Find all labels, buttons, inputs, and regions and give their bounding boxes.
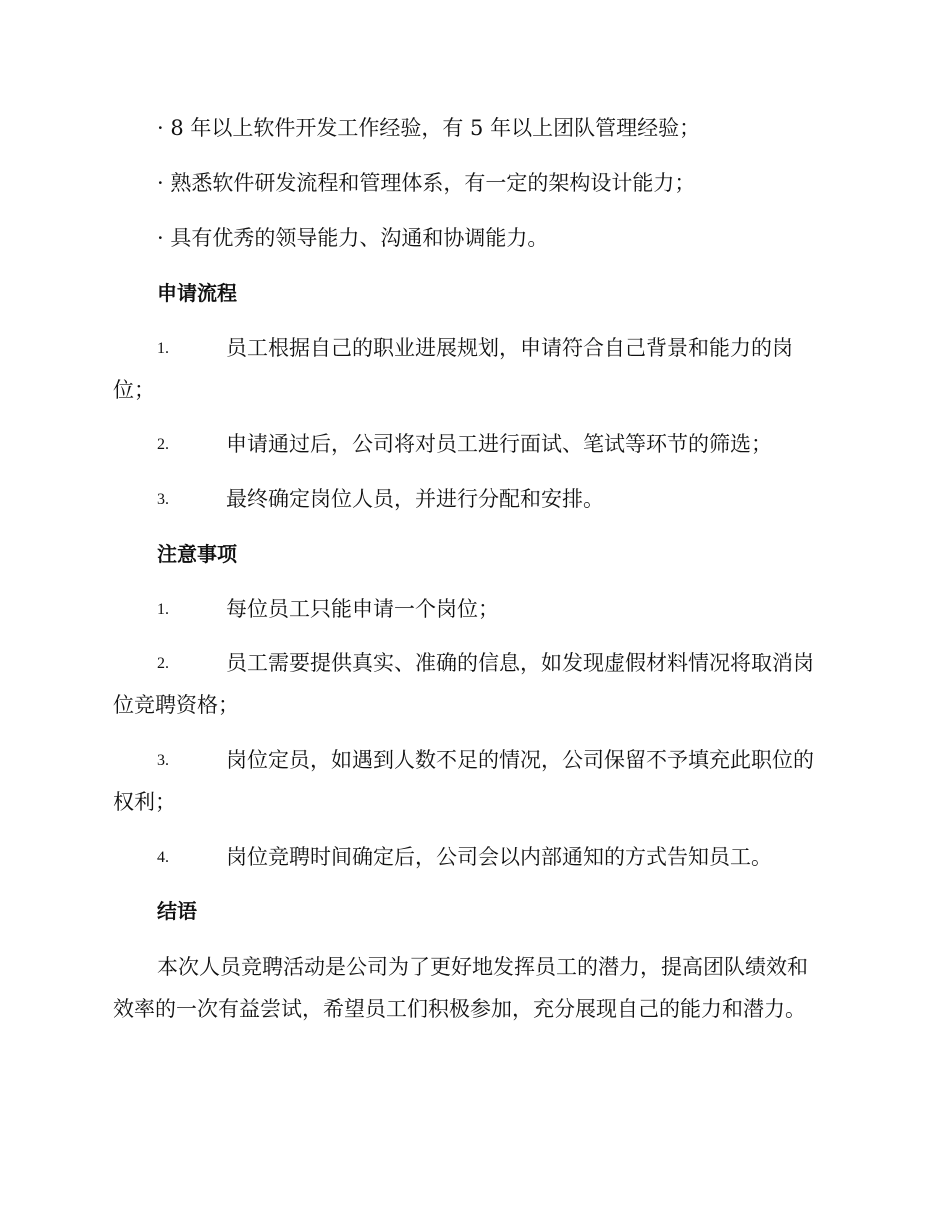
list-item-text: 员工根据自己的职业进展规划，申请符合自己背景和能力的岗: [226, 336, 793, 360]
list-item-text: 最终确定岗位人员，并进行分配和安排。: [226, 487, 604, 511]
list-number: 3.: [157, 491, 169, 508]
list-item-text: 岗位竞聘时间确定后，公司会以内部通知的方式告知员工。: [226, 845, 772, 869]
list-item-text: 岗位定员，如遇到人数不足的情况，公司保留不予填充此职位的: [226, 748, 814, 772]
list-item-text: 申请通过后，公司将对员工进行面试、笔试等环节的筛选；: [226, 432, 772, 456]
section-heading-notes: 注意事项: [157, 542, 237, 566]
list-number: 2.: [157, 436, 169, 453]
list-item-continuation: 位；: [113, 378, 155, 402]
list-number: 2.: [157, 655, 169, 672]
requirement-item: · 熟悉软件研发流程和管理体系，有一定的架构设计能力；: [157, 171, 696, 195]
requirement-item: · 具有优秀的领导能力、沟通和协调能力。: [157, 226, 549, 250]
list-item-text: 每位员工只能申请一个岗位；: [226, 597, 499, 621]
list-item-text: 员工需要提供真实、准确的信息，如发现虚假材料情况将取消岗: [226, 651, 814, 675]
section-heading-apply: 申请流程: [157, 281, 237, 305]
list-number: 1.: [157, 340, 169, 357]
list-number: 4.: [157, 849, 169, 866]
requirement-item: · 8 年以上软件开发工作经验，有 5 年以上团队管理经验；: [157, 116, 701, 140]
conclusion-paragraph-line: 效率的一次有益尝试，希望员工们积极参加，充分展现自己的能力和潜力。: [113, 997, 806, 1021]
section-heading-conclusion: 结语: [157, 899, 197, 923]
list-item-continuation: 权利；: [113, 790, 176, 814]
list-number: 1.: [157, 601, 169, 618]
conclusion-paragraph-line: 本次人员竞聘活动是公司为了更好地发挥员工的潜力，提高团队绩效和: [157, 955, 808, 979]
list-number: 3.: [157, 752, 169, 769]
list-item-continuation: 位竞聘资格；: [113, 693, 239, 717]
